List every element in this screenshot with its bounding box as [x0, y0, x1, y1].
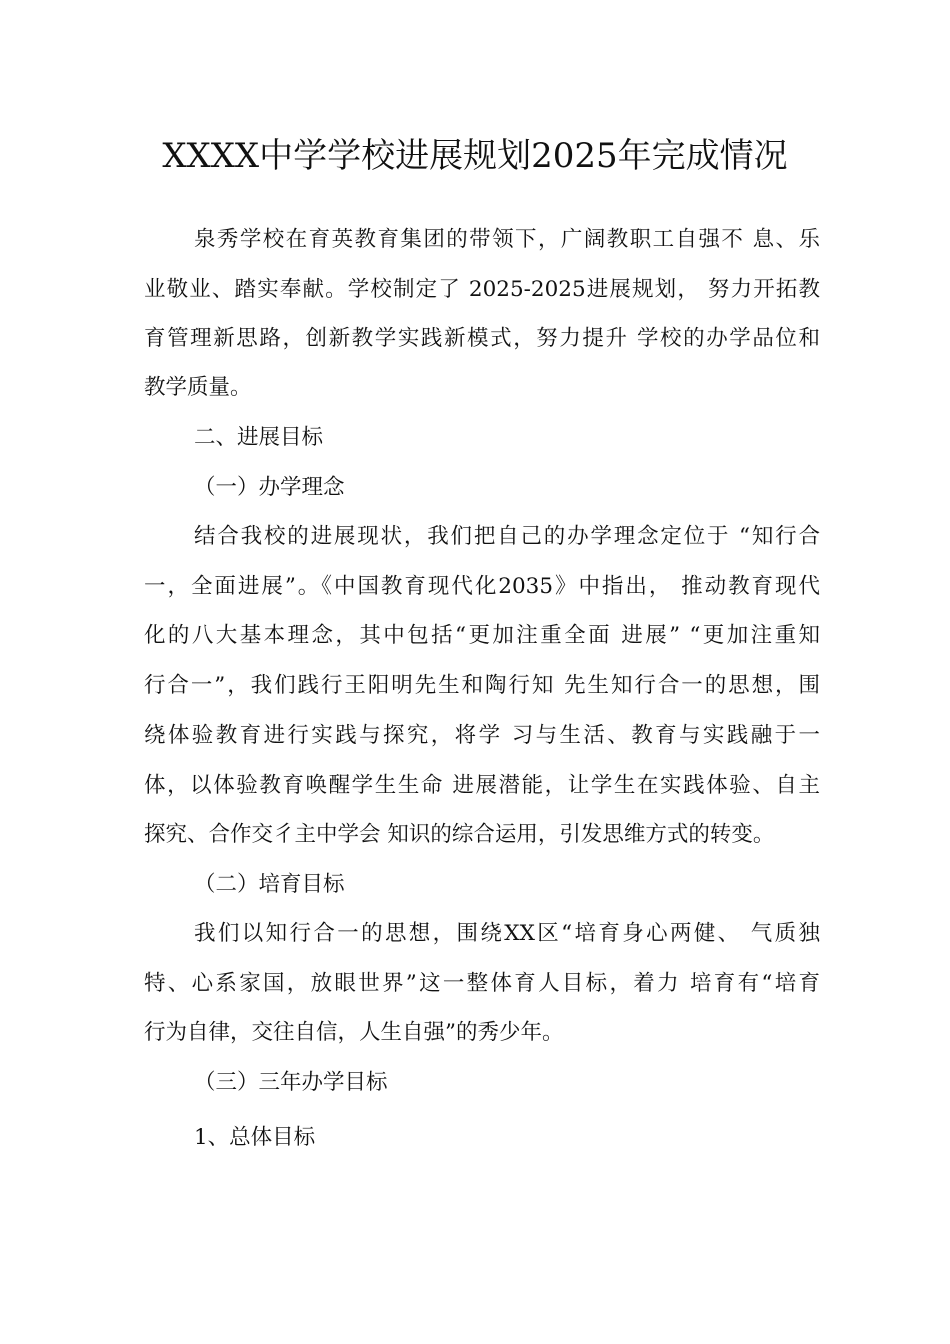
paragraph-line: 一，全面进展”。《中国教育现代化2035》中指出， 推动教育现代: [144, 574, 820, 599]
paragraph-line: 化的八大基本理念，其中包括“更加注重全面 进展” “更加注重知: [144, 623, 820, 648]
subsection-heading: 1、总体目标: [194, 1125, 316, 1150]
paragraph-line: 我们以知行合一的思想，围绕XX区“培育身心两健、 气质独: [194, 921, 820, 946]
section-heading: 二、进展目标: [194, 425, 324, 450]
paragraph-line: 结合我校的进展现状，我们把自己的办学理念定位于 “知行合: [194, 524, 820, 549]
paragraph-line: 探究、合作交彳主中学会 知识的综合运用，引发思维方式的转变。: [144, 822, 775, 847]
subsection-heading: （二）培育目标: [194, 872, 345, 897]
paragraph-line: 业敬业、踏实奉献。学校制定了 2025-2025进展规划， 努力开拓教: [144, 277, 820, 302]
subsection-heading: （三）三年办学目标: [194, 1070, 388, 1095]
paragraph-line: 教学质量。: [144, 375, 252, 400]
subsection-heading: （一）办学理念: [194, 475, 345, 500]
paragraph-line: 绕体验教育进行实践与探究，将学 习与生活、教育与实践融于一: [144, 723, 820, 748]
paragraph-line: 行合一”，我们践行王阳明先生和陶行知 先生知行合一的思想，围: [144, 673, 820, 698]
paragraph-line: 泉秀学校在育英教育集团的带领下，广阔教职工自强不 息、乐: [194, 227, 820, 252]
paragraph-line: 体，以体验教育唤醒学生生命 进展潜能，让学生在实践体验、自主: [144, 773, 820, 798]
paragraph-line: 育管理新思路，创新教学实践新模式，努力提升 学校的办学品位和: [144, 326, 820, 351]
document-title: XXXX中学学校进展规划2025年完成情况: [162, 136, 788, 176]
paragraph-line: 行为自律，交往自信，人生自强”的秀少年。: [144, 1020, 564, 1045]
paragraph-line: 特、心系家国，放眼世界”这一整体育人目标，着力 培育有“培育: [144, 971, 820, 996]
